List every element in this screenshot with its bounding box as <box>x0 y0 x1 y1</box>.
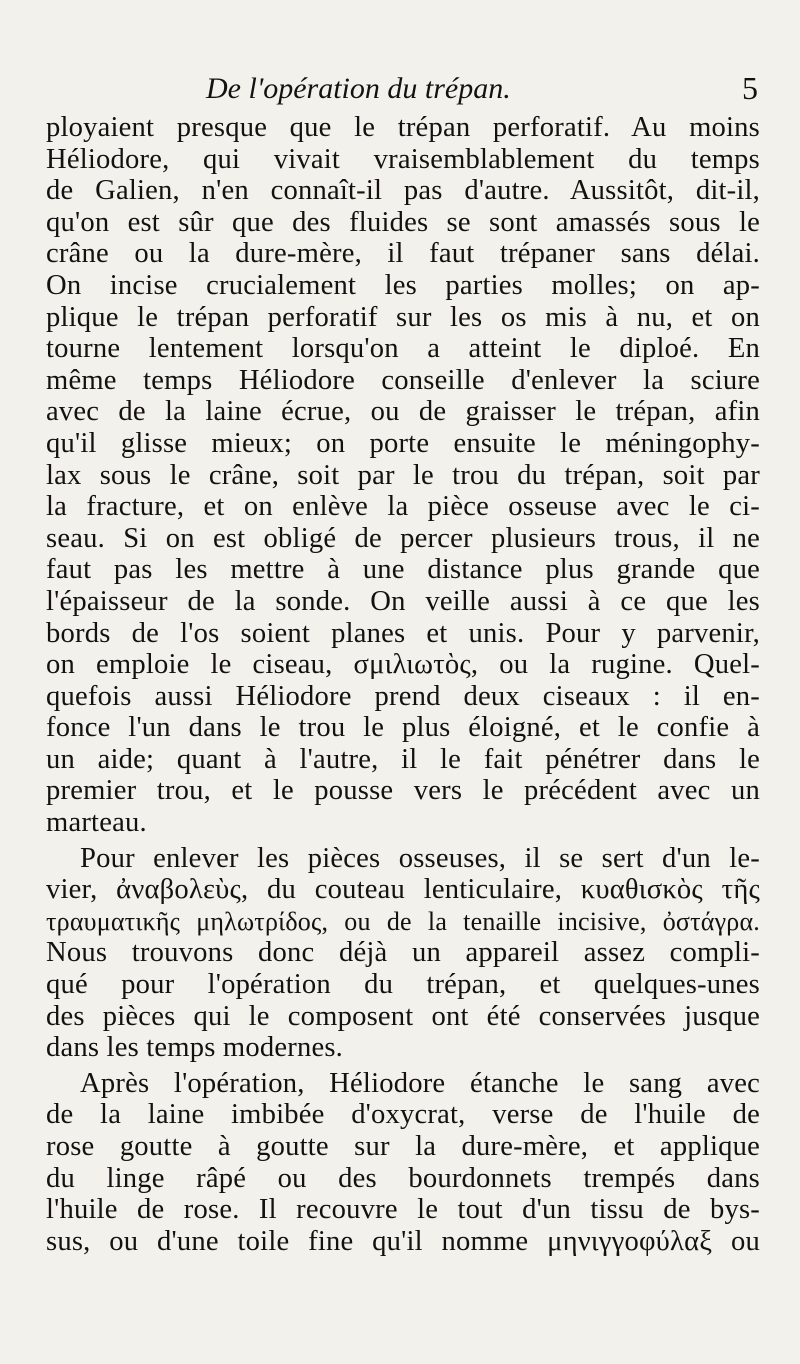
text-line: τραυματικῆς μηλωτρίδος, ou de la tenaille incisive, ὀστάγρα. <box>46 906 760 936</box>
text-line: tourne lentement lorsqu'on a atteint le diploé. En <box>46 333 760 365</box>
text-line: ployaient presque que le trépan perforatif. Au moins <box>46 112 760 143</box>
text-line: bords de l'os soient planes et unis. Pour y parvenir, <box>46 617 760 649</box>
text-line: crâne ou la dure-mère, il faut trépaner sans délai. <box>46 238 760 270</box>
text-line: la fracture, et on enlève la pièce osseuse avec le ci- <box>46 491 760 523</box>
text-line: des pièces qui le composent ont été conservées jusque <box>46 1000 760 1032</box>
text-line: on emploie le ciseau, σμιλιωτὸς, ou la rugine. Quel- <box>46 649 760 681</box>
text-line: seau. Si on est obligé de percer plusieurs trous, il ne <box>46 522 760 554</box>
text-line: Après l'opération, Héliodore étanche le sang avec <box>80 1067 760 1099</box>
running-head-title: De l'opération du trépan. <box>206 72 511 105</box>
text-line: qu'il glisse mieux; on porte ensuite le méningophy- <box>46 427 760 459</box>
text-line: Héliodore, qui vivait vraisemblablement du temps <box>46 143 760 175</box>
text-line: quefois aussi Héliodore prend deux ciseaux : il en- <box>46 680 760 712</box>
text-line: de la laine imbibée d'oxycrat, verse de l'huile de <box>46 1099 760 1131</box>
text-line: faut pas les mettre à une distance plus grande que <box>46 554 760 586</box>
text-line: l'épaisseur de la sonde. On veille aussi à ce que les <box>46 585 760 617</box>
body-text <box>46 112 760 1257</box>
text-line: lax sous le crâne, soit par le trou du trépan, soit par <box>46 459 760 491</box>
text-line: sus, ou d'une toile fine qu'il nomme μηνιγγοφύλαξ ou <box>46 1225 760 1257</box>
text-line: Nous trouvons donc déjà un appareil assez compli- <box>46 937 760 969</box>
running-head <box>46 62 760 112</box>
text-line: du linge râpé ou des bourdonnets trempés dans <box>46 1162 760 1194</box>
text-line: qu'on est sûr que des fluides se sont amassés sous le <box>46 206 760 238</box>
text-line: premier trou, et le pousse vers le précédent avec un <box>46 775 760 807</box>
text-line: fonce l'un dans le trou le plus éloigné, et le confie à <box>46 712 760 744</box>
text-line: rose goutte à goutte sur la dure-mère, et applique <box>46 1131 760 1162</box>
text-line: vier, ἀναβολεὺς, du couteau lenticulaire, κυαθισκὸς τῆς <box>46 874 760 906</box>
paragraph <box>46 1068 760 1258</box>
paragraph <box>46 843 760 1064</box>
text-line: Pour enlever les pièces osseuses, il se sert d'un le- <box>80 842 760 874</box>
text-line: de Galien, n'en connaît-il pas d'autre. Aussitôt, dit-il, <box>46 175 760 207</box>
text-line: On incise crucialement les parties molles; on ap- <box>46 269 760 301</box>
text-line: même temps Héliodore conseille d'enlever la sciure <box>46 364 760 396</box>
page-number: 5 <box>742 70 758 106</box>
text-line: plique le trépan perforatif sur les os mis à nu, et on <box>46 301 760 333</box>
text-line: l'huile de rose. Il recouvre le tout d'un tissu de bys- <box>46 1194 760 1226</box>
text-line: marteau. <box>46 807 147 839</box>
text-line: dans les temps modernes. <box>46 1032 344 1064</box>
text-line: avec de la laine écrue, ou de graisser le trépan, afin <box>46 396 760 428</box>
text-line: qué pour l'opération du trépan, et quelques-unes <box>46 969 760 1001</box>
text-line: un aide; quant à l'autre, il le fait pénétrer dans le <box>46 743 760 775</box>
paragraph <box>46 112 760 839</box>
